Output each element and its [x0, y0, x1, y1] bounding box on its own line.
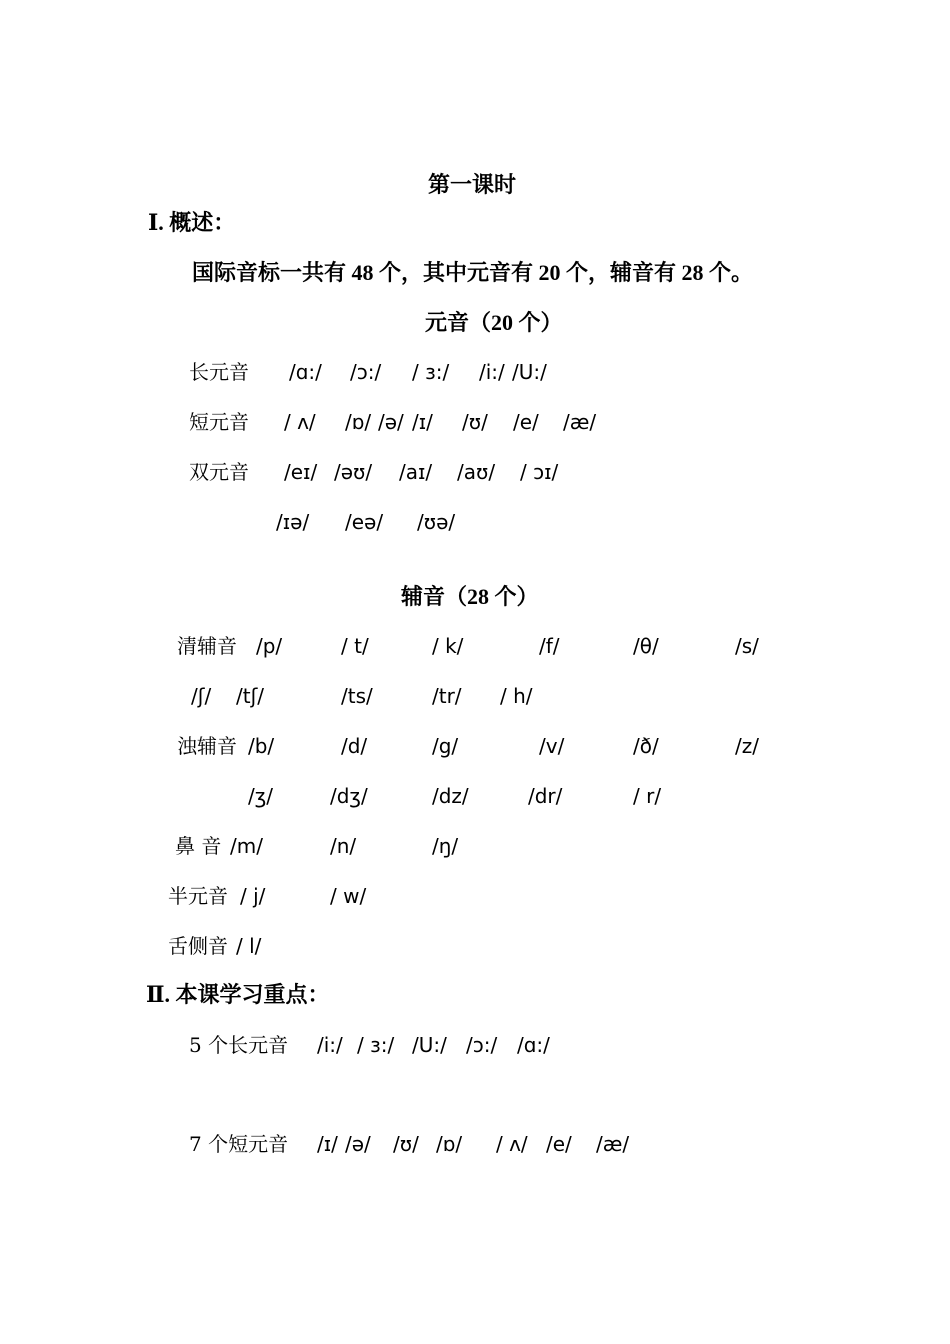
phoneme-symbol: /U:/ [512, 360, 547, 384]
diphthongs-label: 双元音 [189, 460, 249, 484]
voiced-label: 浊辅音 [177, 734, 237, 758]
phoneme-symbol: /i:/ [479, 360, 505, 384]
phoneme-symbol: /ʊ/ [393, 1132, 419, 1156]
phoneme-symbol: /d/ [341, 734, 368, 758]
phoneme-symbol: /ɒ/ [345, 410, 372, 434]
short-vowels-label: 短元音 [189, 410, 249, 434]
phoneme-symbol: / t/ [341, 634, 369, 658]
phoneme-symbol: /e/ [513, 410, 539, 434]
phoneme-symbol: /p/ [256, 634, 283, 658]
phoneme-symbol: /eɪ/ [284, 460, 318, 484]
phoneme-symbol: / h/ [500, 684, 533, 708]
phoneme-symbol: / l/ [236, 934, 262, 958]
phoneme-symbol: /g/ [432, 734, 459, 758]
phoneme-symbol: /aɪ/ [399, 460, 433, 484]
phoneme-symbol: /ɔ:/ [350, 360, 382, 384]
phoneme-symbol: / ʌ/ [496, 1132, 528, 1156]
phoneme-symbol: / ʌ/ [284, 410, 316, 434]
phoneme-symbol: /n/ [330, 834, 357, 858]
phoneme-symbol: /eə/ [345, 510, 384, 534]
phoneme-symbol: /ʊ/ [462, 410, 488, 434]
phoneme-symbol: /m/ [230, 834, 263, 858]
long-vowels-label: 长元音 [189, 360, 249, 384]
phoneme-symbol: / w/ [330, 884, 367, 908]
phoneme-symbol: / r/ [633, 784, 662, 808]
phoneme-symbol: /ʒ/ [248, 784, 274, 808]
phoneme-symbol: / j/ [240, 884, 266, 908]
phoneme-symbol: /tʃ/ [236, 684, 265, 708]
phoneme-symbol: /b/ [248, 734, 275, 758]
phoneme-symbol: / ɜ:/ [357, 1033, 395, 1057]
phoneme-symbol: /e/ [546, 1132, 572, 1156]
vowels-heading: 元音（20 个） [425, 310, 563, 335]
phoneme-symbol: /ɪə/ [276, 510, 310, 534]
phoneme-symbol: /ɒ/ [436, 1132, 463, 1156]
phoneme-symbol: / k/ [432, 634, 464, 658]
overview-summary: 国际音标一共有 48 个，其中元音有 20 个，辅音有 28 个。 [192, 260, 754, 285]
phoneme-symbol: /dʒ/ [330, 784, 368, 808]
phoneme-symbol: /ə/ [378, 410, 404, 434]
phoneme-symbol: /tr/ [432, 684, 462, 708]
phoneme-symbol: /ɑ:/ [289, 360, 322, 384]
phoneme-symbol: /əʊ/ [334, 460, 373, 484]
phoneme-symbol: /s/ [735, 634, 759, 658]
phoneme-symbol: /i:/ [317, 1033, 343, 1057]
phoneme-symbol: /ʃ/ [191, 684, 212, 708]
lesson-title: 第一课时 [428, 172, 517, 197]
focus-long-label: 5 个长元音 [189, 1033, 289, 1057]
focus-heading: Ⅱ. 本课学习重点： [146, 982, 330, 1007]
phoneme-symbol: /ə/ [345, 1132, 371, 1156]
phoneme-symbol: /æ/ [563, 410, 597, 434]
phoneme-symbol: /ð/ [633, 734, 659, 758]
phoneme-symbol: /ɔ:/ [466, 1033, 498, 1057]
phoneme-symbol: /aʊ/ [457, 460, 496, 484]
overview-heading: Ⅰ. 概述： [148, 210, 236, 235]
phoneme-symbol: /æ/ [596, 1132, 630, 1156]
lateral-label: 舌侧音 [168, 934, 228, 958]
phoneme-symbol: /ɪ/ [412, 410, 433, 434]
phoneme-symbol: /z/ [735, 734, 759, 758]
phoneme-symbol: /ts/ [341, 684, 373, 708]
phoneme-symbol: /v/ [539, 734, 565, 758]
phoneme-symbol: /ɑ:/ [517, 1033, 550, 1057]
voiceless-label: 清辅音 [177, 634, 237, 658]
phoneme-symbol: /θ/ [633, 634, 659, 658]
consonants-heading: 辅音（28 个） [401, 584, 539, 609]
phoneme-symbol: / ɜ:/ [412, 360, 450, 384]
phoneme-symbol: /dr/ [528, 784, 563, 808]
focus-short-label: 7 个短元音 [189, 1132, 289, 1156]
semivowel-label: 半元音 [168, 884, 228, 908]
phoneme-symbol: / ɔɪ/ [520, 460, 559, 484]
phoneme-symbol: /ʊə/ [417, 510, 456, 534]
phoneme-symbol: /dz/ [432, 784, 469, 808]
nasal-label: 鼻 音 [175, 834, 222, 858]
phoneme-symbol: /ŋ/ [432, 834, 459, 858]
phoneme-symbol: /U:/ [412, 1033, 447, 1057]
phoneme-symbol: /ɪ/ [317, 1132, 338, 1156]
phoneme-symbol: /f/ [539, 634, 560, 658]
